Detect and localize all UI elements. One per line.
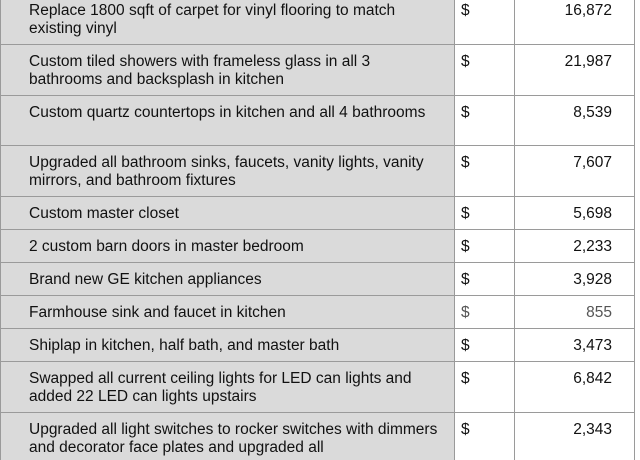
table-row [1,96,635,146]
amount-cell[interactable]: 21,987 [515,45,635,96]
description-cell[interactable]: Brand new GE kitchen appliances [1,263,455,296]
amount-cell[interactable]: 16,872 [515,0,635,45]
table-row [1,263,635,296]
description-cell[interactable]: Upgraded all light switches to rocker switches with dimmers and decorator face plates and upgraded all [1,413,455,460]
currency-cell[interactable]: $ [455,45,515,96]
currency-cell[interactable]: $ [455,329,515,362]
currency-cell[interactable]: $ [455,96,515,146]
amount-cell[interactable]: 6,842 [515,362,635,413]
description-cell[interactable]: Farmhouse sink and faucet in kitchen [1,296,455,329]
amount-cell[interactable]: 3,928 [515,263,635,296]
amount-cell[interactable]: 855 [515,296,635,329]
table-row [1,146,635,197]
table-row [1,362,635,413]
currency-cell[interactable]: $ [455,413,515,460]
description-cell[interactable]: 2 custom barn doors in master bedroom [1,230,455,263]
amount-cell[interactable]: 2,233 [515,230,635,263]
currency-cell[interactable]: $ [455,0,515,45]
currency-cell[interactable]: $ [455,197,515,230]
table-row [1,197,635,230]
amount-cell[interactable]: 5,698 [515,197,635,230]
description-cell[interactable]: Swapped all current ceiling lights for LED can lights and added 22 LED can lights upstairs [1,362,455,413]
description-cell[interactable]: Custom quartz countertops in kitchen and all 4 bathrooms [1,96,455,146]
description-cell[interactable]: Upgraded all bathroom sinks, faucets, vanity lights, vanity mirrors, and bathroom fixtures [1,146,455,197]
table-row [1,413,635,460]
table-row [1,230,635,263]
description-cell[interactable]: Replace 1800 sqft of carpet for vinyl flooring to match existing vinyl [1,0,455,45]
description-cell[interactable]: Custom tiled showers with frameless glass in all 3 bathrooms and backsplash in kitchen [1,45,455,96]
table-row [1,45,635,96]
description-cell[interactable]: Shiplap in kitchen, half bath, and master bath [1,329,455,362]
currency-cell[interactable]: $ [455,146,515,197]
table-row [1,0,635,45]
table-row [1,296,635,329]
currency-cell[interactable]: $ [455,362,515,413]
currency-cell[interactable]: $ [455,230,515,263]
table-row [1,329,635,362]
amount-cell[interactable]: 2,343 [515,413,635,460]
description-cell[interactable]: Custom master closet [1,197,455,230]
amount-cell[interactable]: 3,473 [515,329,635,362]
currency-cell[interactable]: $ [455,263,515,296]
amount-cell[interactable]: 7,607 [515,146,635,197]
amount-cell[interactable]: 8,539 [515,96,635,146]
currency-cell[interactable]: $ [455,296,515,329]
